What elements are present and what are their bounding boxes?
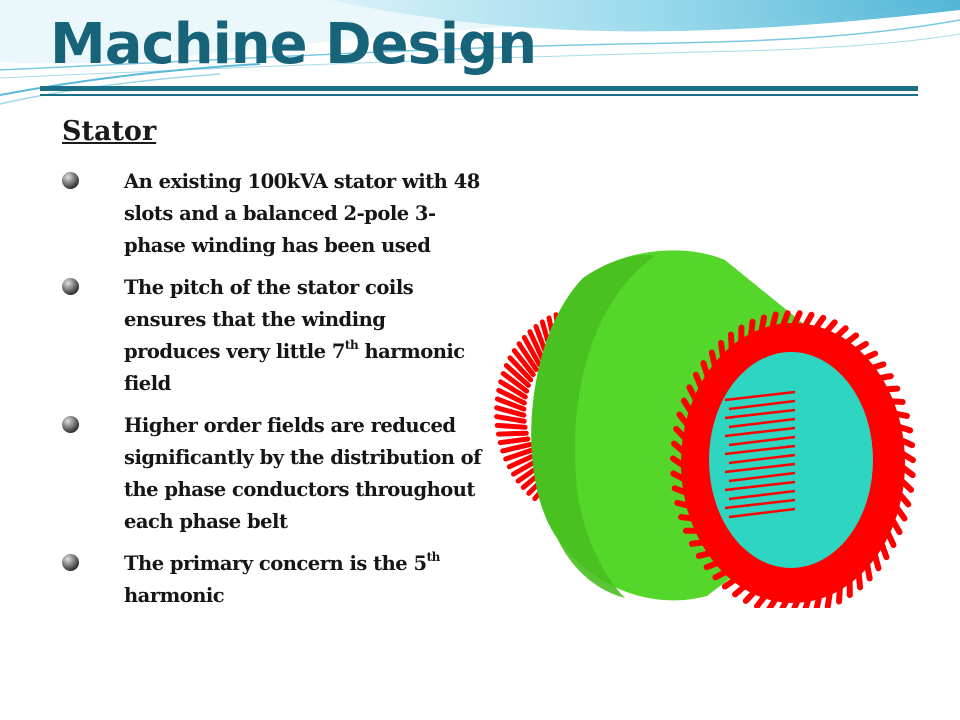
sphere-bullet-icon <box>62 172 79 189</box>
bullet-text-tail: harmonic field <box>124 340 465 395</box>
winding-tooth <box>497 425 525 427</box>
winding-tooth <box>681 517 699 519</box>
bullet-item <box>62 166 482 262</box>
winding-tooth <box>828 584 831 607</box>
bullet-item <box>62 548 482 612</box>
bullet-superscript: th <box>344 337 359 352</box>
slide-title: Machine Design <box>50 12 537 77</box>
winding-tooth <box>866 556 870 578</box>
sphere-bullet-icon <box>62 416 79 433</box>
winding-tooth <box>498 433 526 434</box>
winding-tooth <box>873 376 891 379</box>
stator-bore <box>709 352 873 568</box>
bullet-text-tail: harmonic <box>124 584 225 607</box>
winding-tooth <box>884 401 902 402</box>
bullet-superscript: th <box>426 549 440 564</box>
winding-tooth <box>497 417 525 422</box>
bullet-list <box>62 166 482 622</box>
winding-tooth <box>750 322 752 345</box>
sphere-bullet-icon <box>62 278 79 295</box>
bullet-text: The primary concern is the 5 <box>124 552 427 575</box>
winding-tooth <box>858 565 860 588</box>
section-heading: Stator <box>62 116 157 147</box>
winding-tooth <box>889 413 907 416</box>
bullet-text: The pitch of the stator coils ensures that the winding produces very little 7 <box>124 276 414 363</box>
winding-tooth <box>692 541 710 543</box>
stator-3d-illustration <box>475 238 935 608</box>
winding-tooth <box>839 579 840 602</box>
winding-tooth <box>879 389 897 390</box>
sphere-bullet-icon <box>62 554 79 571</box>
bullet-text: Higher order fields are reduced significantly by the distribution of the phase conductors throughout each phase belt <box>124 414 482 533</box>
bullet-text: An existing 100kVA stator with 48 slots and a balanced 2-pole 3-phase winding has been used <box>124 170 480 257</box>
title-underline-rule <box>40 86 918 98</box>
winding-tooth <box>721 343 724 366</box>
winding-tooth <box>500 439 528 443</box>
bullet-item <box>62 410 482 538</box>
bullet-item <box>62 272 482 400</box>
winding-tooth <box>760 317 764 339</box>
winding-tooth <box>731 335 732 358</box>
